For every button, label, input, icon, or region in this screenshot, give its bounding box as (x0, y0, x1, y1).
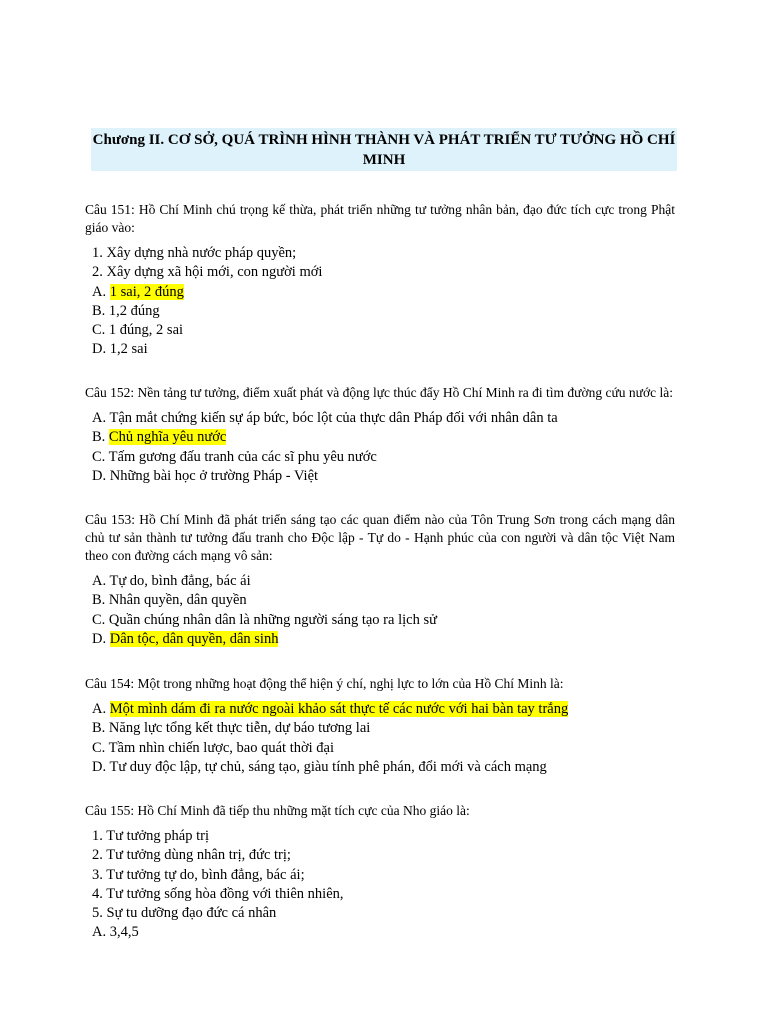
option-prefix: A. (92, 283, 110, 300)
question-151 (85, 201, 675, 360)
option-item (92, 904, 675, 923)
option-text: Tận mắt chứng kiến sự áp bức, bóc lột của thực dân Pháp đối với nhân dân ta (109, 410, 558, 426)
option-prefix: B. (92, 720, 109, 737)
option-item (92, 263, 675, 282)
option-text: Tư tưởng dùng nhân trị, đức trị; (106, 847, 291, 864)
option-text: Năng lực tổng kết thực tiễn, dự báo tương lai (108, 720, 371, 737)
option-item (92, 885, 675, 904)
option-prefix: C. (92, 322, 109, 339)
option-item (92, 409, 675, 428)
option-prefix: D. (92, 758, 110, 775)
option-prefix: D. (92, 630, 110, 647)
option-prefix: C. (92, 448, 109, 465)
option-item (92, 866, 675, 885)
option-list (92, 700, 675, 777)
question-text: Câu 154: Một trong những hoạt động thể hiện ý chí, nghị lực to lớn của Hồ Chí Minh là: (85, 676, 564, 691)
option-text: Xây dựng xã hội mới, con người mới (106, 264, 323, 281)
question-text: Câu 155: Hồ Chí Minh đã tiếp thu những mặt tích cực của Nho giáo là: (85, 803, 470, 818)
option-text: 1,2 sai (109, 341, 148, 358)
question-152 (85, 384, 675, 486)
highlighted-answer: Chủ nghĩa yêu nước (108, 429, 227, 446)
option-prefix: C. (92, 739, 109, 756)
option-text: Tư tưởng sống hòa đồng với thiên nhiên, (106, 885, 344, 902)
option-list (92, 827, 675, 943)
option-item (92, 283, 675, 302)
option-text: 3,4,5 (109, 924, 139, 941)
option-list (92, 572, 675, 649)
option-list (92, 409, 675, 486)
option-item (92, 591, 675, 610)
option-item (92, 572, 675, 591)
option-text: Sự tu dưỡng đạo đức cá nhân (106, 905, 277, 922)
option-text: Tư tưởng pháp trị (106, 828, 209, 844)
option-item (92, 611, 675, 630)
option-prefix: A. (92, 573, 110, 589)
option-text: Tầm nhìn chiến lược, bao quát thời đại (108, 739, 335, 756)
option-prefix: B. (92, 302, 109, 319)
option-text: Tư duy độc lập, tự chủ, sáng tạo, giàu tính phê phán, đổi mới và cách mạng (109, 758, 547, 775)
option-prefix: A. (92, 410, 110, 426)
option-text: 1 đúng, 2 sai (108, 322, 184, 339)
option-item (92, 467, 675, 486)
option-item (92, 719, 675, 738)
option-prefix: 2. (92, 847, 107, 864)
option-prefix: D. (92, 467, 110, 484)
option-item (92, 739, 675, 758)
question-text: Câu 151: Hồ Chí Minh chú trọng kế thừa, phát triển những tư tưởng nhân bản, đạo đức tích cực trong Phật giáo vào: (85, 202, 675, 235)
option-item (92, 340, 675, 359)
option-prefix: 1. (92, 828, 107, 844)
option-prefix: B. (92, 592, 109, 609)
question-text: Câu 152: Nền tảng tư tưởng, điểm xuất phát và động lực thúc đẩy Hồ Chí Minh ra đi tìm đường cứu nước là: (85, 385, 673, 400)
highlighted-answer: Một mình dám đi ra nước ngoài khảo sát thực tế các nước với hai bàn tay trắng (109, 701, 569, 717)
option-item (92, 630, 675, 649)
option-text: Tư tưởng tự do, bình đẳng, bác ái; (106, 866, 305, 883)
option-prefix: 2. (92, 264, 107, 281)
option-prefix: A. (92, 924, 110, 941)
chapter-title: Chương II. CƠ SỞ, QUÁ TRÌNH HÌNH THÀNH VÀ PHÁT TRIỂN TƯ TƯỞNG HỒ CHÍ MINH (91, 128, 677, 171)
option-item (92, 428, 675, 447)
option-list (92, 244, 675, 360)
question-text: Câu 153: Hồ Chí Minh đã phát triển sáng tạo các quan điểm nào của Tôn Trung Sơn trong cách mạng dân chủ tư sản thành tư tưởng đấu tranh cho Độc lập - Tự do - Hạnh phúc của con người và dân tộc Việt Nam theo con đường cách mạng vô sản: (85, 512, 675, 563)
option-prefix: B. (92, 429, 109, 446)
option-item (92, 700, 675, 719)
option-prefix: 4. (92, 885, 107, 902)
option-text: Xây dựng nhà nước pháp quyền; (106, 245, 297, 261)
option-prefix: 1. (92, 245, 107, 261)
option-text: Quần chúng nhân dân là những người sáng tạo ra lịch sử (108, 611, 437, 628)
option-item (92, 448, 675, 467)
option-prefix: D. (92, 341, 110, 358)
option-text: Tấm gương đấu tranh của các sĩ phu yêu nước (108, 448, 377, 465)
option-text: Nhân quyền, dân quyền (108, 592, 247, 609)
option-text: 1,2 đúng (108, 302, 160, 319)
option-item (92, 923, 675, 942)
question-153 (85, 511, 675, 649)
question-155 (85, 802, 675, 943)
option-prefix: 3. (92, 866, 107, 883)
option-prefix: 5. (92, 905, 107, 922)
option-prefix: A. (92, 701, 110, 717)
option-item (92, 758, 675, 777)
option-item (92, 321, 675, 340)
option-text: Những bài học ở trường Pháp - Việt (109, 467, 319, 484)
option-item (92, 827, 675, 846)
option-item (92, 244, 675, 263)
option-text: Tự do, bình đẳng, bác ái (109, 573, 251, 589)
option-prefix: C. (92, 611, 109, 628)
option-item (92, 302, 675, 321)
question-154 (85, 675, 675, 777)
highlighted-answer: 1 sai, 2 đúng (109, 283, 184, 300)
highlighted-answer: Dân tộc, dân quyền, dân sinh (109, 630, 279, 647)
option-item (92, 846, 675, 865)
